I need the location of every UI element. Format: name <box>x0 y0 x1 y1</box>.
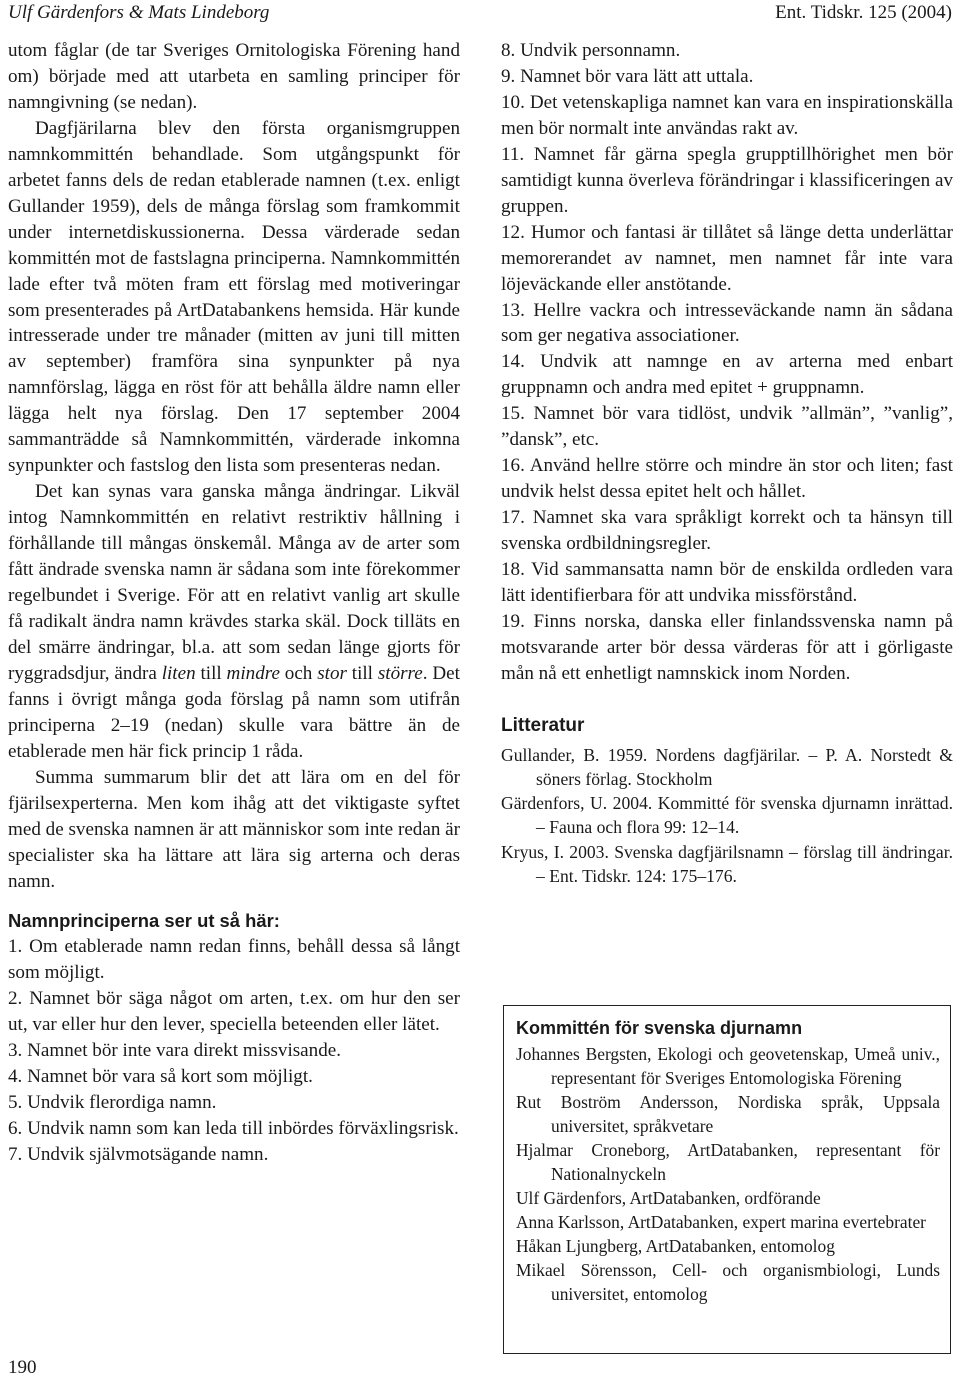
reference-item: Gullander, B. 1959. Nordens dagfjärilar. – P. A. Norstedt & söners förlag. Stockholm <box>501 744 953 790</box>
committee-member: Hjalmar Croneborg, ArtDatabanken, representant för Nationalnyckeln <box>516 1140 940 1184</box>
committee-member: Johannes Bergsten, Ekologi och geovetenskap, Umeå univ., representant för Sveriges Entomologiska Förening <box>516 1044 940 1088</box>
principle-item: 1. Om etablerade namn redan finns, behåll dessa så långt som möjligt. <box>8 936 460 984</box>
body-paragraph: Dagfjärilarna blev den första organismgruppen namnkommittén behandlade. Som utgångspunkt för arbetet fanns dels de redan etablerade namnen (t.ex. enligt Gullander 1959), dels de många förslag som framkommit under internetdiskussionerna. Dessa värderade sedan kommittén mot de fastslagna principerna. Namnkommittén lade efter två möten fram ett förslag med motiveringar som presenterades på ArtDatabankens hemsida. Här kunde intresserade under tre månader (mitten av juni till mitten av september) framföra sina synpunkter på nya namnförslag, lägga en röst för att behålla äldre namn eller lägga helt nya förslag. Den 17 september 2004 sammanträdde så Namnkommittén, värderade inkomna synpunkter och fastslog den lista som presenteras nedan. <box>8 117 460 477</box>
principle-item: 16. Använd hellre större och mindre än stor och liten; fast undvik helst dessa epitet helt och hållet. <box>501 455 953 503</box>
committee-member: Mikael Sörensson, Cell- och organismbiologi, Lunds universitet, entomolog <box>516 1260 940 1304</box>
principle-item: 3. Namnet bör inte vara direkt missvisande. <box>8 1040 341 1062</box>
committee-member: Ulf Gärdenfors, ArtDatabanken, ordförande <box>516 1188 821 1208</box>
body-paragraph: Summa summarum blir det att lära om en del för fjärilsexperterna. Men kom ihåg att det viktigaste syftet med de svenska namnen är att människor som inte redan är specialister ska ha lättare att lära sig arterna och deras namn. <box>8 766 460 892</box>
running-header-authors: Ulf Gärdenfors & Mats Lindeborg <box>8 2 270 23</box>
reference-item: Kryus, I. 2003. Svenska dagfjärilsnamn – förslag till ändringar. – Ent. Tidskr. 124: 175–176. <box>501 841 953 886</box>
left-column <box>8 38 460 1168</box>
principle-item: 18. Vid sammansatta namn bör de enskilda ordleden vara lätt identifierbara för att undvika missförstånd. <box>501 559 953 607</box>
principle-item: 8. Undvik personnamn. <box>501 40 681 61</box>
running-header-journal: Ent. Tidskr. 125 (2004) <box>775 2 952 23</box>
principle-item: 13. Hellre vackra och intresseväckande namn än sådana som ger negativa associationer. <box>501 299 953 347</box>
italic-word: större <box>377 662 423 684</box>
principle-item: 12. Humor och fantasi är tillåtet så länge detta underlättar memorerandet av namnet, men namnet får inte vara löjeväckande eller anstötande. <box>501 221 953 295</box>
principle-item: 15. Namnet bör vara tidlöst, undvik ”allmän”, ”vanlig”, ”dansk”, etc. <box>501 403 953 451</box>
principle-item: 2. Namnet bör säga något om arten, t.ex. om hur den ser ut, var eller hur den lever, speciella beteenden eller lätet. <box>8 988 460 1036</box>
principle-item: 5. Undvik flerordiga namn. <box>8 1092 217 1114</box>
body-text: Det kan synas vara ganska många ändringar. Likväl intog Namnkommittén en relativt restriktiv hållning i förhållande till mångas önskemål. Många av de arter som fått ändrade svenska namn är sådana som inte förekommer regelbundet i Sverige. För att en relativt vanlig art skulle få radikalt ändra namn krävdes starka skäl. Dock tilläts en del smärre ändringar, bl.a. att som sedan länge gjorts för ryggradsdjur, ändra <box>8 481 460 684</box>
principle-item: 19. Finns norska, danska eller finlandssvenska namn på motsvarande arter bör dessa värderas för att i görligaste mån nå ett enhetligt namnskick inom Norden. <box>501 610 953 684</box>
committee-member: Håkan Ljungberg, ArtDatabanken, entomolog <box>516 1236 835 1256</box>
page-number: 190 <box>8 1357 37 1378</box>
principle-item: 7. Undvik självmotsägande namn. <box>8 1144 269 1166</box>
body-text: och <box>279 662 318 684</box>
italic-word: mindre <box>226 662 280 684</box>
body-text: . Det fanns i övrigt många goda förslag på namn som utifrån principerna 2–19 (nedan) skulle vara bättre än de etablerade men här fick princip 1 råda. <box>8 662 460 762</box>
principle-item: 4. Namnet bör vara så kort som möjligt. <box>8 1066 313 1088</box>
principle-item: 11. Namnet får gärna spegla grupptillhörighet men bör samtidigt kunna överleva förändringar i klassificeringen av gruppen. <box>501 143 953 217</box>
reference-item: Gärdenfors, U. 2004. Kommitté för svenska djurnamn inrättad. – Fauna och flora 99: 12–14. <box>501 793 953 838</box>
committee-box <box>503 1005 951 1354</box>
committee-member: Anna Karlsson, ArtDatabanken, expert marina evertebrater <box>516 1212 926 1232</box>
principle-item: 6. Undvik namn som kan leda till inbördes förväxlingsrisk. <box>8 1118 459 1140</box>
principles-heading: Namnprinciperna ser ut så här: <box>8 910 280 932</box>
body-text: till <box>346 662 378 684</box>
committee-member: Rut Boström Andersson, Nordiska språk, Uppsala universitet, språkvetare <box>516 1092 940 1136</box>
italic-word: stor <box>317 662 347 684</box>
principle-item: 10. Det vetenskapliga namnet kan vara en inspirationskälla men bör normalt inte användas rakt av. <box>501 91 953 139</box>
principle-item: 17. Namnet ska vara språkligt korrekt och ta hänsyn till svenska ordbildningsregler. <box>501 507 953 555</box>
body-paragraph: utom fåglar (de tar Sveriges Ornitologiska Förening hand om) började med att utarbeta en samling principer för namngivning (se nedan). <box>8 40 460 113</box>
literature-heading: Litteratur <box>501 714 585 736</box>
body-text: till <box>195 662 227 684</box>
committee-title: Kommittén för svenska djurnamn <box>516 1018 803 1038</box>
principle-item: 9. Namnet bör vara lätt att uttala. <box>501 65 754 87</box>
body-paragraph <box>8 479 460 764</box>
italic-word: liten <box>161 662 196 684</box>
right-column <box>501 38 953 888</box>
principle-item: 14. Undvik att namnge en av arterna med enbart gruppnamn och andra med epitet + gruppnamn. <box>501 351 953 399</box>
